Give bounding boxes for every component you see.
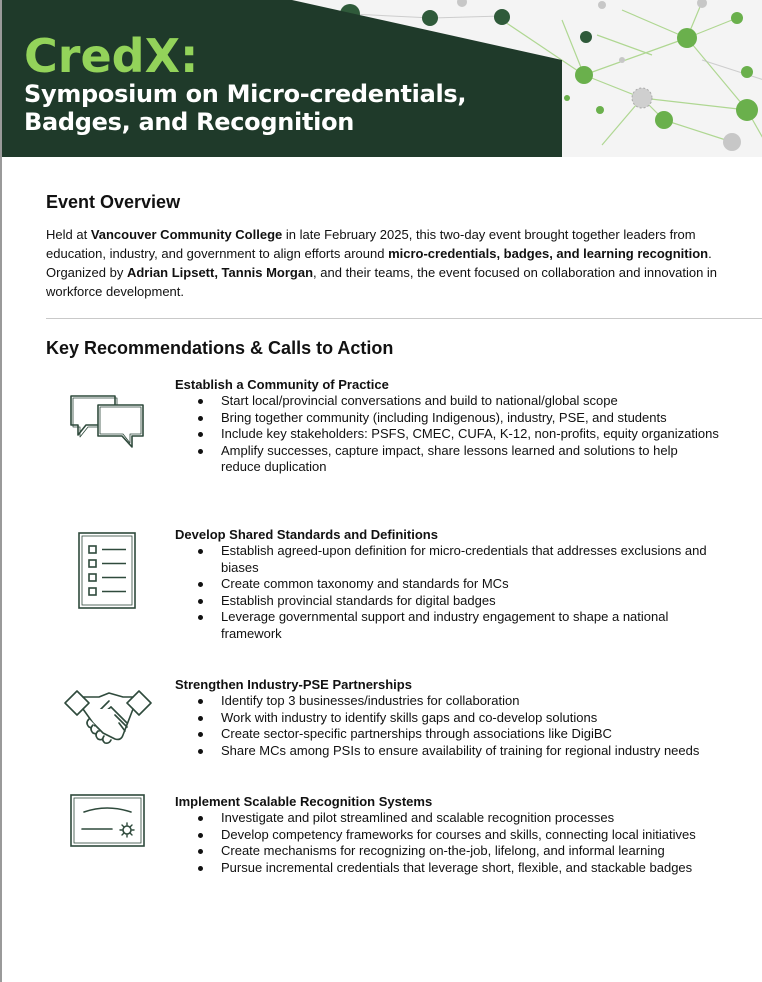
banner-subtitle <box>24 80 466 136</box>
list-item: Create common taxonomy and standards for MCs <box>221 576 721 593</box>
list-item: Identify top 3 businesses/industries for collaboration <box>221 693 721 710</box>
checklist-icon <box>78 532 136 610</box>
list-item: Leverage governmental support and industry engagement to shape a national framework <box>221 609 721 642</box>
list-item: Create sector-specific partnerships through associations like DigiBC <box>221 726 721 743</box>
list-item: Investigate and pilot streamlined and scalable recognition processes <box>221 810 721 827</box>
list-item: Share MCs among PSIs to ensure availability of training for regional industry needs <box>221 743 721 760</box>
speech-bubbles-icon <box>68 393 148 449</box>
list-item: Create mechanisms for recognizing on-the-job, lifelong, and informal learning <box>221 843 721 860</box>
event-focus: micro-credentials, badges, and learning recognition <box>388 246 709 261</box>
list-item: Start local/provincial conversations and build to national/global scope <box>221 393 721 410</box>
bullet-list <box>175 810 721 876</box>
header-banner <box>2 0 762 157</box>
overview-text-segment: in late February 2025, this two-day event brought together leaders from education, industry, and government to align efforts around <box>46 227 696 261</box>
list-item: Include key stakeholders: PSFS, CMEC, CUFA, K-12, non-profits, equity organizations <box>221 426 721 443</box>
section-divider <box>46 318 762 319</box>
bullet-list <box>175 393 721 476</box>
section-title: Establish a Community of Practice <box>175 377 389 392</box>
handshake-icon <box>63 687 153 749</box>
list-item: Establish provincial standards for digital badges <box>221 593 721 610</box>
overview-text-segment: Held at <box>46 227 91 242</box>
overview-paragraph <box>46 225 736 301</box>
list-item: Bring together community (including Indigenous), industry, PSE, and students <box>221 410 721 427</box>
banner-subtitle-line: Badges, and Recognition <box>24 108 355 136</box>
bullet-list <box>175 693 721 759</box>
list-item: Pursue incremental credentials that leverage short, flexible, and stackable badges <box>221 860 721 877</box>
section-title: Strengthen Industry-PSE Partnerships <box>175 677 412 692</box>
certificate-icon <box>70 794 146 848</box>
list-item: Develop competency frameworks for courses and skills, connecting local initiatives <box>221 827 721 844</box>
section-title: Implement Scalable Recognition Systems <box>175 794 433 809</box>
list-item: Establish agreed-upon definition for micro-credentials that addresses exclusions and biases <box>221 543 721 576</box>
overview-text-segment: . Organized by <box>46 246 712 280</box>
list-item: Amplify successes, capture impact, share lessons learned and solutions to help reduce duplication <box>221 443 721 476</box>
bullet-list <box>175 543 721 642</box>
organizer-names: Adrian Lipsett, Tannis Morgan <box>126 265 314 280</box>
banner-title: CredX: <box>24 29 199 83</box>
overview-text-segment: , and their teams, the event focused on collaboration and innovation in workforce development. <box>46 265 718 299</box>
section-title: Develop Shared Standards and Definitions <box>175 527 438 542</box>
banner-subtitle-line: Symposium on Micro-credentials, <box>24 80 467 108</box>
venue-name: Vancouver Community College <box>90 227 283 242</box>
overview-heading: Event Overview <box>46 192 181 212</box>
recommendations-heading: Key Recommendations & Calls to Action <box>46 338 394 358</box>
list-item: Work with industry to identify skills gaps and co-develop solutions <box>221 710 721 727</box>
